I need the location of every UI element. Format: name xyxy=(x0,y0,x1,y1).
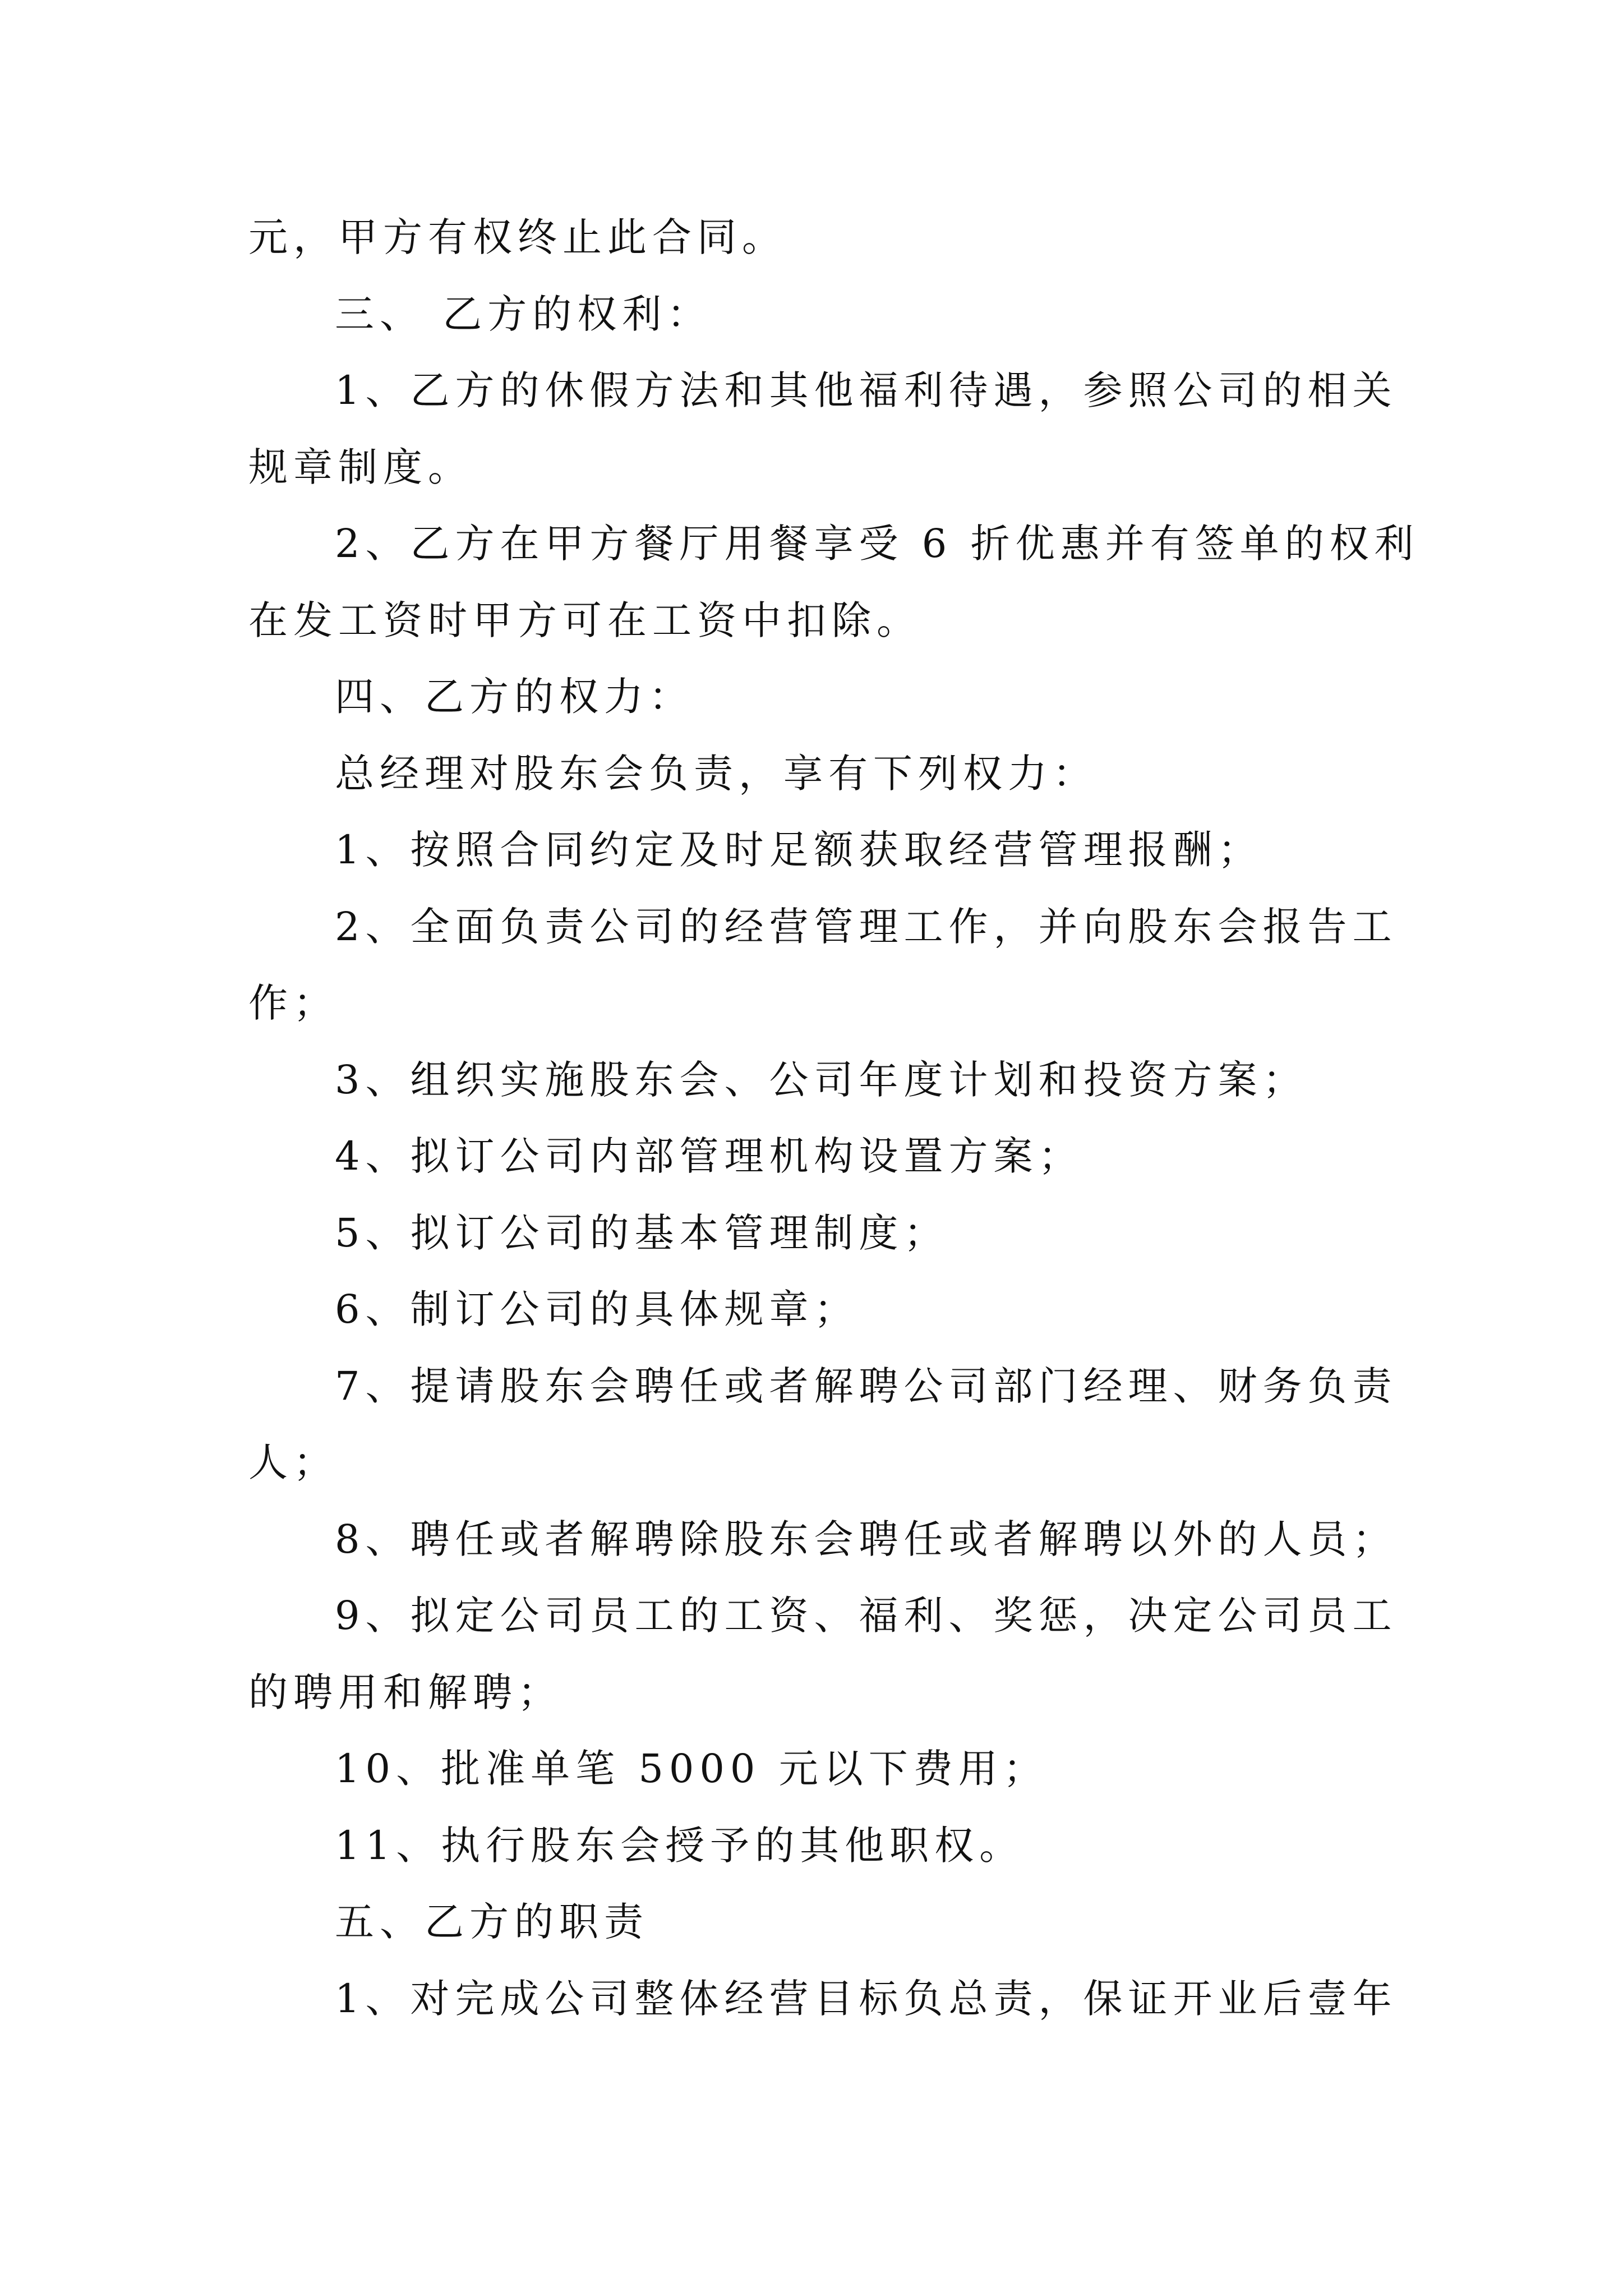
text-line: 人； xyxy=(248,1439,338,1485)
text-line: 1、乙方的休假方法和其他福利待遇，参照公司的相关 xyxy=(335,367,1398,413)
text-line: 5、拟订公司的基本管理制度； xyxy=(335,1209,949,1256)
text-line: 总经理对股东会负责，享有下列权力： xyxy=(335,750,1098,797)
text-line: 11、执行股东会授予的其他职权。 xyxy=(335,1822,1025,1869)
text-line: 作； xyxy=(248,980,338,1026)
text-line: 1、按照合同约定及时足额获取经营管理报酬； xyxy=(335,827,1263,873)
text-line: 1、对完成公司整体经营目标负总责，保证开业后壹年 xyxy=(335,1975,1398,2022)
text-line: 4、拟订公司内部管理机构设置方案； xyxy=(335,1133,1083,1179)
text-line: 2、乙方在甲方餐厅用餐享受 6 折优惠并有签单的权利 xyxy=(335,521,1419,567)
text-line: 五、乙方的职责 xyxy=(335,1899,649,1945)
text-line: 2、全面负责公司的经营管理工作，并向股东会报告工 xyxy=(335,903,1398,950)
text-line: 10、批准单笔 5000 元以下费用； xyxy=(335,1746,1048,1792)
text-line: 在发工资时甲方可在工资中扣除。 xyxy=(248,597,921,643)
document-body xyxy=(248,199,1419,2037)
text-line: 三、 乙方的权利： xyxy=(335,291,712,337)
text-line: 6、制订公司的具体规章； xyxy=(335,1286,859,1332)
text-line: 四、乙方的权力： xyxy=(335,674,694,720)
text-line: 9、拟定公司员工的工资、福利、奖惩，决定公司员工 xyxy=(335,1593,1398,1639)
text-line: 7、提请股东会聘任或者解聘公司部门经理、财务负责 xyxy=(335,1363,1398,1409)
text-line: 规章制度。 xyxy=(248,444,473,490)
text-line: 元，甲方有权终止此合同。 xyxy=(248,214,787,260)
text-line: 3、组织实施股东会、公司年度计划和投资方案； xyxy=(335,1056,1308,1103)
text-line: 的聘用和解聘； xyxy=(248,1669,562,1715)
text-line: 8、聘任或者解聘除股东会聘任或者解聘以外的人员； xyxy=(335,1516,1398,1562)
